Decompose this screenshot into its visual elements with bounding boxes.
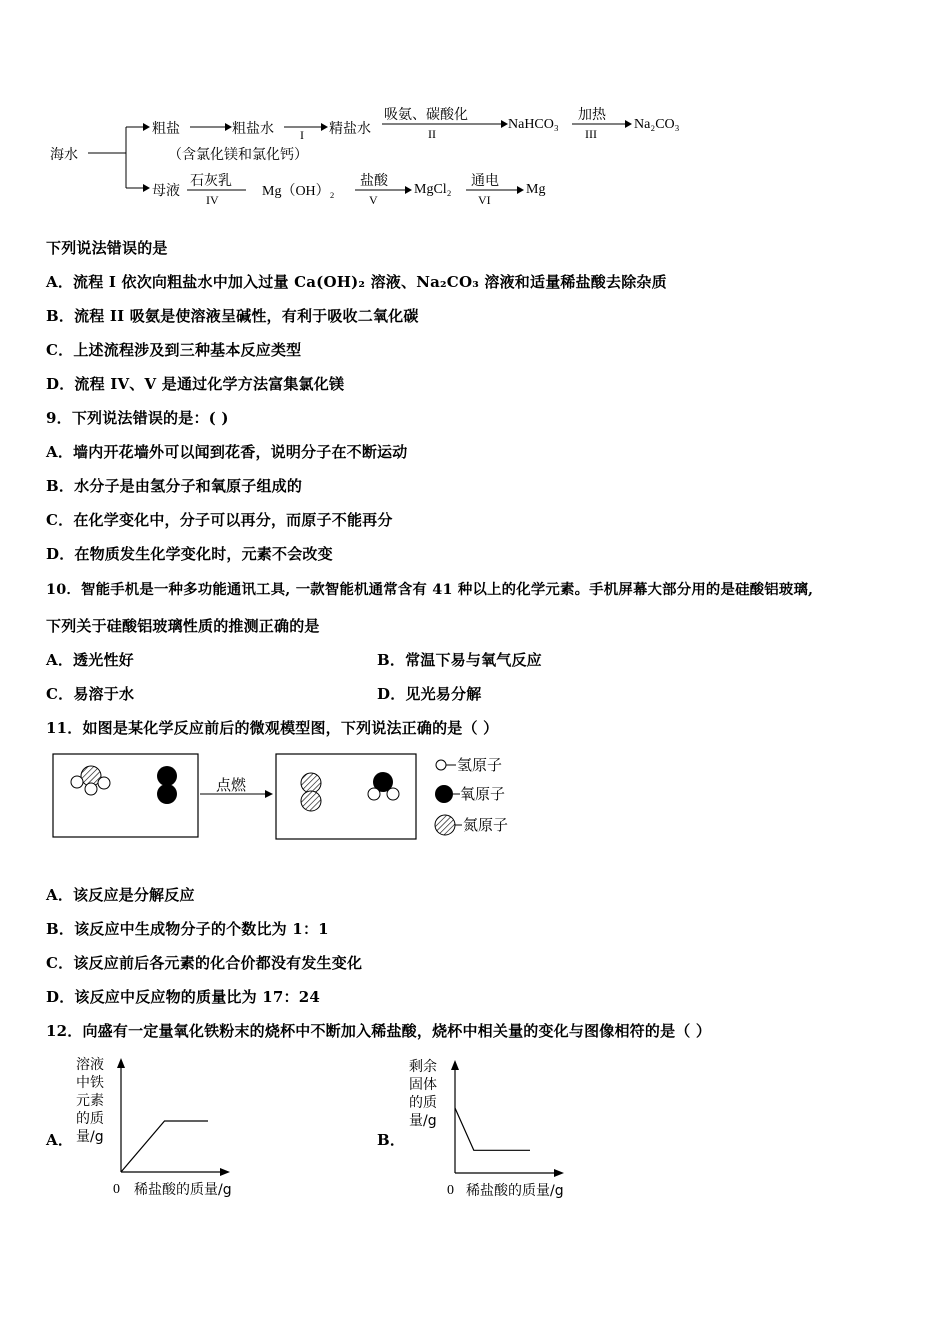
flow-mother-liquor: 母液 [152, 183, 180, 199]
flow-hcl-label: 盐酸 [360, 173, 388, 189]
q11-option-a: A．该反应是分解反应 [46, 886, 195, 904]
flow-step-6: VI [478, 193, 491, 207]
flow-na2co3: Na₂CO₃ [634, 117, 680, 132]
q9-option-b: B．水分子是由氢分子和氧原子组成的 [46, 477, 303, 495]
arrow-ignite-label: 点燃 [216, 776, 247, 794]
chart-b-origin: 0 [447, 1183, 454, 1198]
q12-stem: 12．向盛有一定量氧化铁粉末的烧杯中不断加入稀盐酸，烧杯中相关量的变化与图像相符的是（ ） [46, 1022, 712, 1040]
legend-nitrogen-label: 氮原子 [463, 816, 509, 834]
flow-step-5: V [369, 193, 378, 207]
q8-option-a: A．流程 I 依次向粗盐水中加入过量 Ca(OH)₂ 溶液、Na₂CO₃ 溶液和适量稀盐酸去除杂质 [46, 273, 667, 291]
chart-b-ylabel: 剩余 固体 的质 量/g [409, 1059, 437, 1129]
q9-option-a: A．墙内开花墙外可以闻到花香，说明分子在不断运动 [46, 443, 408, 461]
flow-refined-brine: 精盐水 [329, 121, 371, 137]
q12-option-b-label: B． [377, 1131, 406, 1149]
flow-step-3: III [585, 127, 597, 141]
flow-mg: Mg [526, 182, 546, 197]
chart-a-xlabel: 稀盐酸的质量/g [134, 1182, 232, 1198]
flow-crude-brine: 粗盐水 [232, 121, 274, 137]
chart-b-xlabel: 稀盐酸的质量/g [466, 1183, 564, 1199]
q8-option-d: D．流程 IV、V 是通过化学方法富集氯化镁 [46, 375, 345, 393]
q9-option-d: D．在物质发生化学变化时，元素不会改变 [46, 545, 333, 563]
q12-option-a-label: A． [46, 1131, 74, 1149]
q11-option-b: B．该反应中生成物分子的个数比为 1：1 [46, 920, 329, 938]
q8-option-c: C．上述流程涉及到三种基本反应类型 [46, 341, 302, 359]
q9-option-c: C．在化学变化中，分子可以再分，而原子不能再分 [46, 511, 393, 529]
q11-stem: 11．如图是某化学反应前后的微观模型图，下列说法正确的是（ ） [46, 719, 499, 737]
q10-option-c: C．易溶于水 [46, 685, 135, 703]
flow-mgoh2: Mg（OH）₂ [262, 184, 335, 199]
q10-option-b: B．常温下易与氧气反应 [377, 651, 542, 669]
flow-step-2: II [428, 127, 436, 141]
flow-nahco3: NaHCO₃ [508, 117, 559, 132]
q11-option-d: D．该反应中反应物的质量比为 17：24 [46, 988, 320, 1006]
legend-hydrogen-label: 氢原子 [457, 756, 503, 774]
q9-stem: 9．下列说法错误的是：( ) [46, 409, 229, 427]
flow-mgcl2: MgCl₂ [414, 182, 452, 197]
q8-stem: 下列说法错误的是 [46, 239, 168, 257]
flow-crude-salt: 粗盐 [152, 121, 180, 137]
flow-seawater: 海水 [50, 147, 78, 163]
flow-lime-label: 石灰乳 [190, 173, 232, 189]
flow-step-1: I [300, 128, 304, 142]
chart-a-origin: 0 [113, 1182, 120, 1197]
flow-heat-label: 加热 [578, 107, 606, 123]
flow-step-4: IV [206, 193, 219, 207]
q11-option-c: C．该反应前后各元素的化合价都没有发生变化 [46, 954, 363, 972]
q8-option-b: B．流程 II 吸氨是使溶液呈碱性，有利于吸收二氧化碳 [46, 307, 419, 325]
chart-b-y-arrow [451, 1060, 459, 1070]
q10-stem-line2: 下列关于硅酸铝玻璃性质的推测正确的是 [46, 617, 320, 635]
q10-stem-line1: 10．智能手机是一种多功能通讯工具, 一款智能机通常含有 41 种以上的化学元素。手机屏幕大部分用的是硅酸铝玻璃, [46, 581, 814, 598]
q10-option-a: A．透光性好 [46, 651, 134, 669]
chart-a-ylabel: 溶液 中铁 元素 的质 量/g [76, 1057, 104, 1145]
flow-absorb-label: 吸氨、碳酸化 [384, 107, 468, 123]
chart-b-series-line [455, 1108, 530, 1150]
chart-b-x-arrow [554, 1169, 564, 1177]
legend-oxygen-label: 氧原子 [460, 785, 506, 803]
q10-option-d: D．见光易分解 [377, 685, 482, 703]
flow-crude-note: （含氯化镁和氯化钙） [168, 147, 308, 163]
flow-electrolysis-label: 通电 [471, 173, 499, 189]
